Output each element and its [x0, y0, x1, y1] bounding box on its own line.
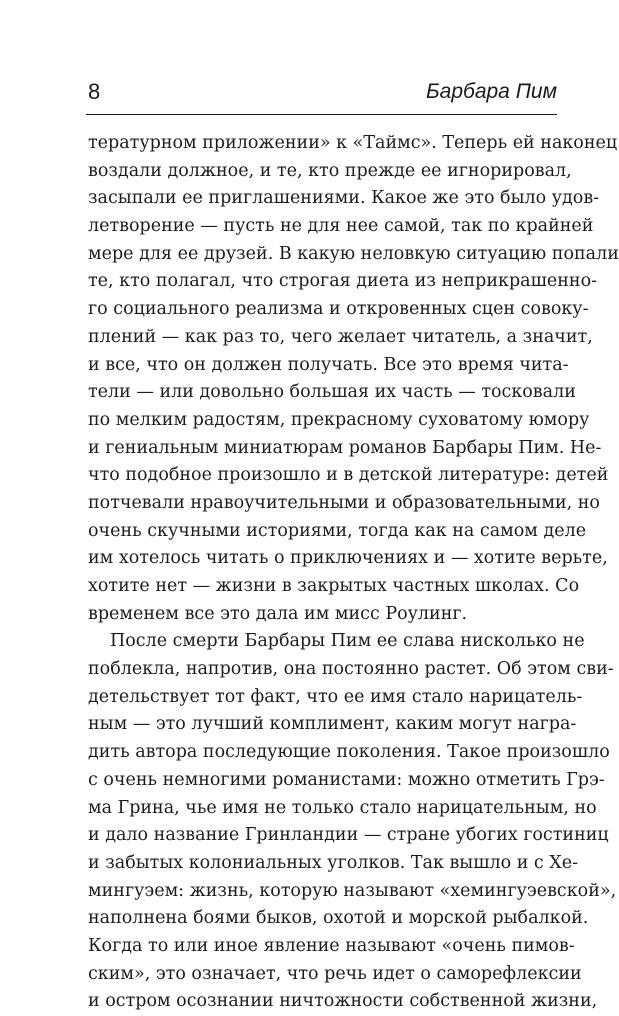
text-line: засыпали ее приглашениями. Какое же это было удов-: [88, 188, 600, 209]
text-line: и гениальным миниатюрам романов Барбары Пим. Не-: [88, 437, 602, 458]
running-title: Барбара Пим: [425, 80, 557, 103]
text-line: тели — или довольно большая их часть — тосковали: [88, 382, 576, 403]
text-line: Когда то или иное явление называют «очень пимов-: [88, 935, 575, 956]
text-line: го социального реализма и откровенных сцен совоку-: [88, 299, 589, 320]
body-text: [88, 130, 619, 1016]
text-line: ским», это означает, что речь идет о саморефлексии: [88, 963, 582, 984]
text-line: мингуэем: жизнь, которую называют «хемингуэевской»,: [88, 880, 617, 901]
text-line: плений — как раз то, чего желает читатель, а значит,: [88, 326, 593, 347]
text-line: потчевали нравоучительными и образовательными, но: [88, 492, 600, 513]
text-line: что подобное произошло и в детской литературе: детей: [88, 465, 609, 486]
text-line: ма Грина, чье имя не только стало нарицательным, но: [88, 797, 597, 818]
text-line: очень скучными историями, тогда как на самом деле: [88, 520, 587, 541]
text-line: летворение — пусть не для нее самой, так по крайней: [88, 216, 594, 237]
paragraph-end-line: временем все это дала им мисс Роулинг.: [88, 603, 468, 624]
text-line: с очень немногими романистами: можно отметить Грэ-: [88, 769, 605, 790]
text-line: ным — это лучший комплимент, каким могут награ-: [88, 714, 577, 735]
text-line: наполнена боями быков, охотой и морской рыбалкой.: [88, 908, 589, 929]
text-line: хотите нет — жизни в закрытых частных школах. Со: [88, 576, 580, 596]
text-line: тературном приложении» к «Таймс». Теперь ей наконец: [88, 133, 618, 153]
text-line: и все, что он должен получать. Все это время чита-: [88, 354, 569, 375]
text-line: и остром осознании ничтожности собственной жизни,: [88, 991, 598, 1012]
text-line: им хотелось читать о приключениях и — хотите верьте,: [88, 548, 608, 569]
text-line: по мелким радостям, прекрасному суховатому юмору: [88, 409, 590, 430]
text-line: детельствует тот факт, что ее имя стало нарицатель-: [88, 686, 583, 707]
text-line: и дало название Гринландии — стране убогих гостиниц: [88, 825, 609, 846]
text-line: дить автора последующие поколения. Такое произошло: [88, 742, 610, 763]
page-number: 8: [88, 79, 101, 104]
page-header: [86, 74, 557, 115]
text-line: и забытых колониальных уголков. Так вышло и с Хе-: [88, 852, 579, 873]
text-line: воздали должное, и те, кто прежде ее игнорировал,: [88, 160, 572, 181]
text-line: поблекла, напротив, она постоянно растет. Об этом сви-: [88, 659, 614, 680]
text-line: те, кто полагал, что строгая диета из неприкрашенно-: [88, 271, 598, 292]
paragraph-start-line: После смерти Барбары Пим ее слава нисколько не: [110, 631, 585, 652]
text-line: мере для ее друзей. В какую неловкую ситуацию попали: [88, 243, 619, 264]
